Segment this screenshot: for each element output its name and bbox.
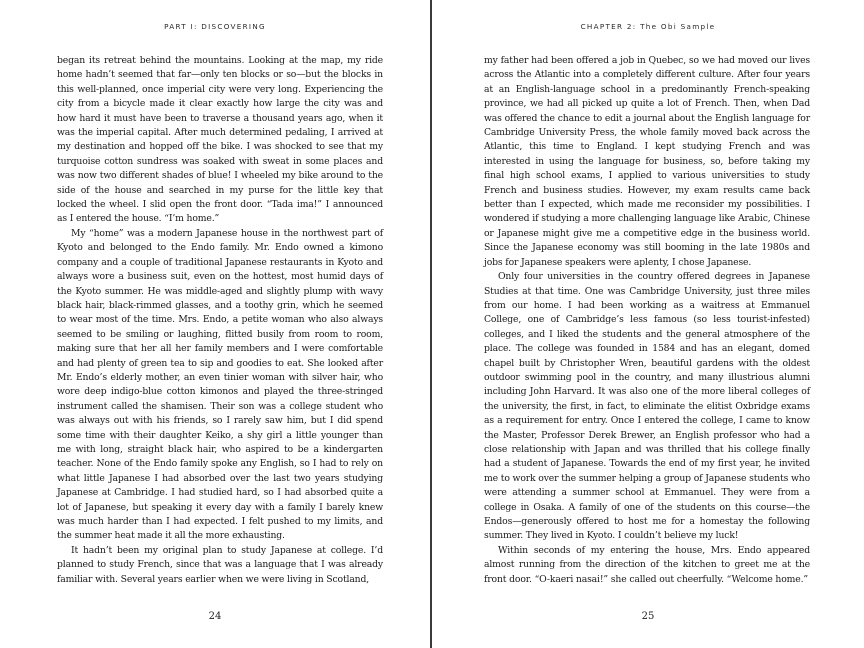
page-number: 25	[641, 611, 655, 622]
paragraph: my father had been offered a job in Quebec, so we had moved our lives across the Atlantic into a completely different culture. After four years at an English-language school in a predominantly French-speaking province, we had all picked up quite a lot of French. Then, when Dad was offered the chance to edit a journal about the English language for Cambridge University Press, the whole family moved back across the Atlantic, this time to England. I kept studying French and was interested in using the language for business, so, before taking my final high school exams, I applied to various universities to study French and business studies. However, my exam results came back better than I expected, which made me reconsider my possibilities. I wondered if studying a more challenging language like Arabic, Chinese or Japanese might give me a competitive edge in the business world. Since the Japanese economy was still booming in the late 1980s and jobs for Japanese speakers were aplenty, I chose Japanese.	[484, 55, 810, 268]
left-page	[0, 0, 430, 648]
paragraph: It hadn’t been my original plan to study Japanese at college. I’d planned to study French, since that was a language that I was already familiar with. Several years earlier when we were living in Scotland,	[57, 544, 383, 585]
right-page	[432, 0, 864, 648]
paragraph: Within seconds of my entering the house, Mrs. Endo appeared almost running from the direction of the kitchen to greet me at the front door. “O-kaeri nasai!” she called out cheerfully. “Welcome home.”	[484, 544, 810, 585]
paragraph: Only four universities in the country offered degrees in Japanese Studies at that time. One was Cambridge University, just three miles from our home. I had been working as a waitress at Emmanuel College, one of Cambridge’s less famous (so less tourist-infested) colleges, and I liked the students and the general atmosphere of the place. The college was founded in 1584 and has an elegant, domed chapel built by Christopher Wren, beautiful gardens with the oldest outdoor swimming pool in the country, and many illustrious alumni including John Harvard. It was also one of the more liberal colleges of the university, the first, in fact, to eliminate the elitist Oxbridge exams as a requirement for entry. Once I entered the college, I came to know the Master, Professor Derek Brewer, an English professor who had a close relationship with Japan and was thrilled that his college finally had a student of Japanese. Towards the end of my first year, he invited me to work over the summer helping a group of Japanese students who were attending a summer school at Emmanuel. They were from a college in Osaka. A family of one of the students on this course—the Endos—generously offered to host me for a homestay the following summer. They lived in Kyoto. I couldn’t believe my luck!	[484, 271, 810, 542]
paragraph: began its retreat behind the mountains. Looking at the map, my ride home hadn’t seemed that far—only ten blocks or so—but the blocks in this well-planned, once imperial city were very long. Experiencing the city from a bicycle made it clear exactly how large the city was and how hard it must have been to traverse a thousand years ago, when it was the imperial capital. After much determined pedaling, I arrived at my destination and hopped off the bike. I was shocked to see that my turquoise cotton sundress was soaked with sweat in some places and was now two different shades of blue! I wheeled my bike around to the side of the house and searched in my purse for the little key that locked the wheel. I slid open the front door. “Tada ima!” I announced as I entered the house. “I’m home.”	[57, 55, 383, 225]
paragraph: My “home” was a modern Japanese house in the northwest part of Kyoto and belonged to the Endo family. Mr. Endo owned a kimono company and a couple of traditional Japanese restaurants in Kyoto and always wore a business suit, even on the hottest, most humid days of the Kyoto summer. He was middle-aged and slightly plump with wavy black hair, black-rimmed glasses, and a toothy grin, which he seemed to wear most of the time. Mrs. Endo, a petite woman who also always seemed to be smiling or laughing, flitted busily from room to room, making sure that her all her family members and I were comfortable and had plenty of green tea to sip and goodies to eat. She looked after Mr. Endo’s elderly mother, an even tinier woman with silver hair, who wore deep indigo-blue cotton kimonos and played the three-stringed instrument called the shamisen. Their son was a college student who was always out with his friends, so I rarely saw him, but I did spend some time with their daughter Keiko, a shy girl a little younger than me with long, straight black hair, who aspired to be a kindergarten teacher. None of the Endo family spoke any English, so I had to rely on what little Japanese I had absorbed over the last two years studying Japanese at Cambridge. I had studied hard, so I had absorbed quite a lot of Japanese, but speaking it every day with a family I barely knew was much harder than I had expected. I felt pushed to my limits, and the summer heat made it all the more exhausting.	[57, 227, 383, 542]
running-head: CHAPTER 2: The Obi Sample	[580, 22, 716, 31]
page-number: 24	[208, 611, 222, 622]
running-head: PART I: DISCOVERING	[164, 22, 266, 31]
body-text	[57, 54, 383, 587]
body-text	[484, 54, 810, 587]
